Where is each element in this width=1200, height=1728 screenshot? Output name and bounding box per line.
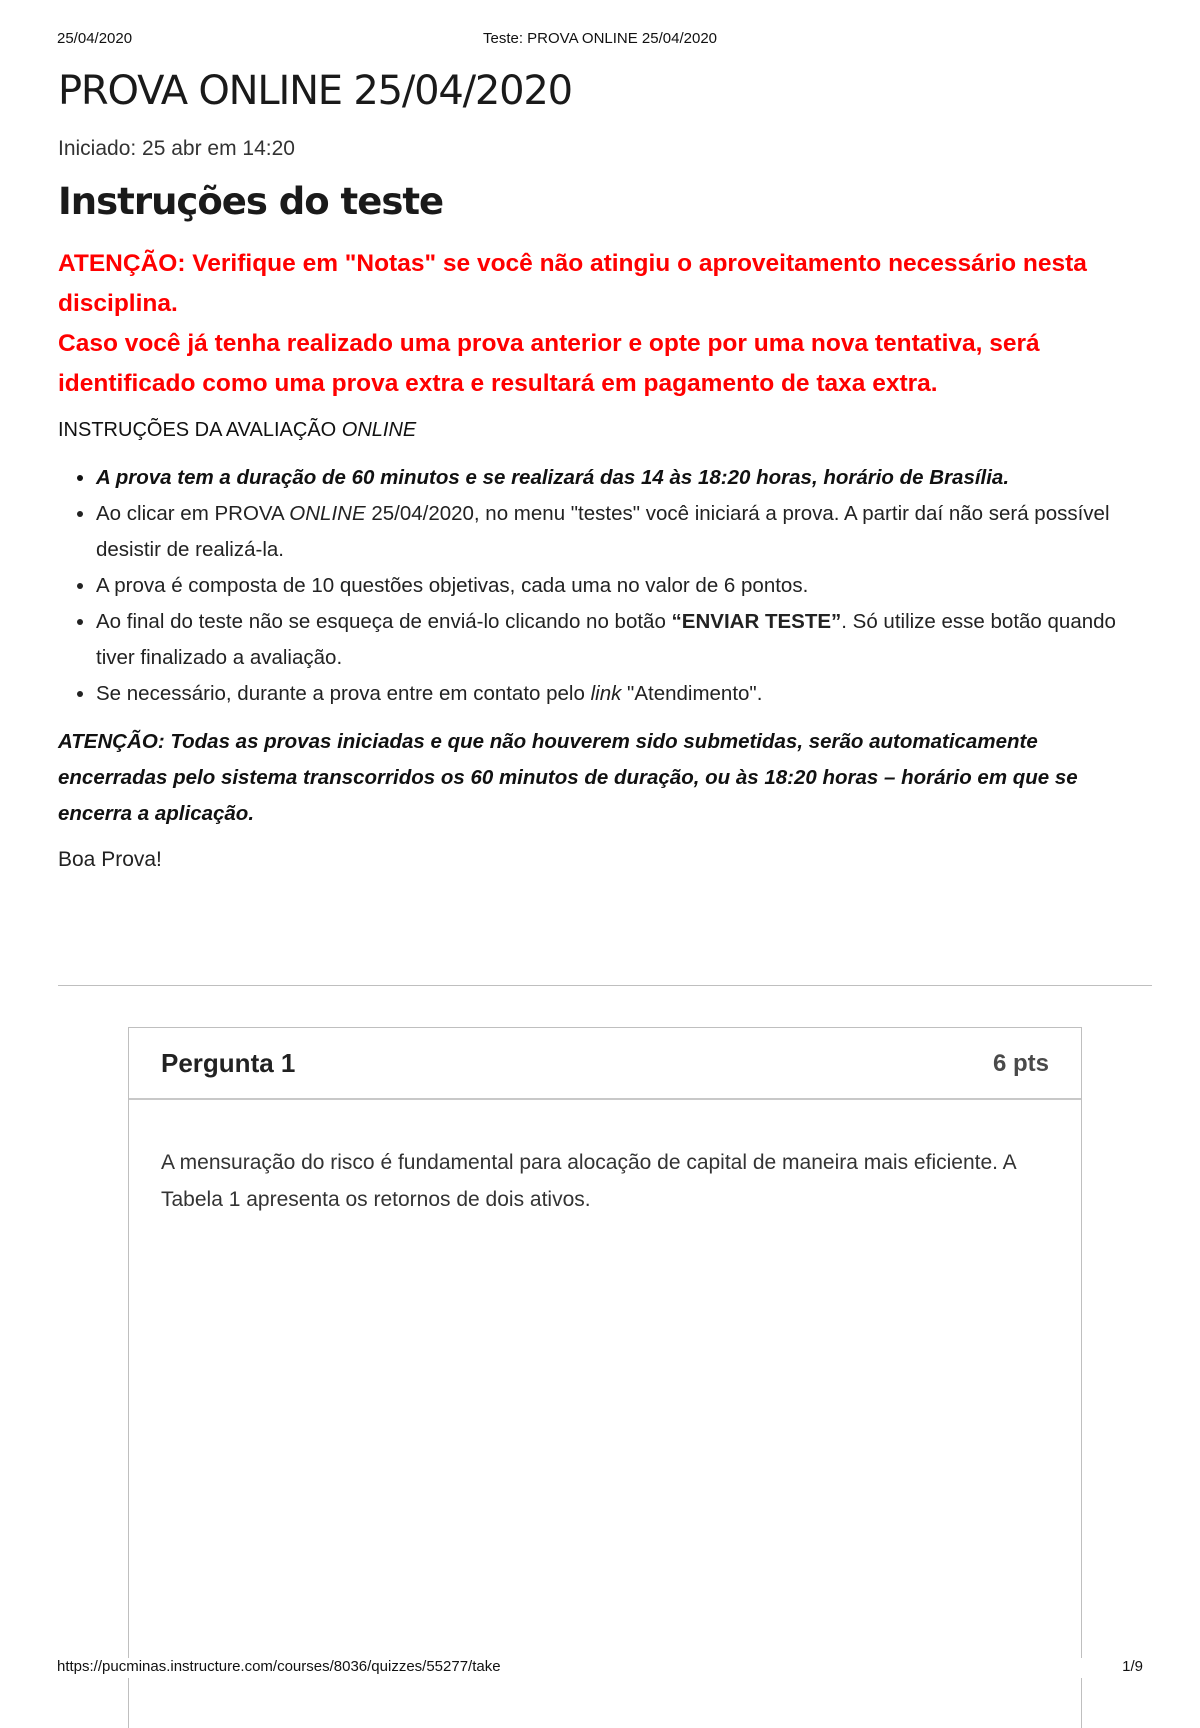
list-item-text: 25/04/2020, no menu "testes" você iniciará a prova. A partir daí não será possível desistir de realizá-la.: [96, 502, 1110, 561]
instructions-list: [58, 460, 1152, 712]
print-page-title: Teste: PROVA ONLINE 25/04/2020: [482, 30, 718, 47]
list-item: • A prova é composta de 10 questões objetivas, cada uma no valor de 6 pontos.: [96, 568, 1152, 604]
question-title: Pergunta 1: [161, 1048, 296, 1078]
list-item-text: . Só utilize esse botão quando tiver finalizado a avaliação.: [96, 610, 1116, 669]
instructions-subheading-italic: ONLINE: [341, 419, 417, 441]
quiz-title: PROVA ONLINE 25/04/2020: [58, 68, 572, 114]
question-card: [128, 1027, 1082, 1728]
list-item-bold: “ENVIAR TESTE”: [671, 610, 842, 633]
list-item-text: Ao clicar em PROVA: [96, 502, 290, 525]
question-points: 6 pts: [992, 1050, 1049, 1077]
list-item: [96, 676, 1152, 712]
list-item-text: Se necessário, durante a prova entre em contato pelo: [96, 682, 591, 705]
print-footer: [57, 1658, 1143, 1678]
submission-warning: ATENÇÃO: Todas as provas iniciadas e que não houverem sido submetidas, serão automaticamente encerradas pelo sistema transcorridos os 60 minutos de duração, ou às 18:20 horas – horário em que se encerra a aplicação.: [58, 730, 1078, 825]
list-item-italic: link: [590, 682, 622, 705]
grade-warning-line-2: Caso você já tenha realizado uma prova anterior e opte por uma nova tentativa, será identificado como uma prova extra e resultará em pagamento de taxa extra.: [58, 330, 1040, 397]
instructions-subheading: [58, 416, 1152, 444]
print-date: 25/04/2020: [57, 30, 133, 47]
list-item: • A prova tem a duração de 60 minutos e se realizará das 14 às 18:20 horas, horário de Brasília.: [96, 460, 1152, 496]
list-item-text: Ao final do teste não se esqueça de enviá-lo clicando no botão: [96, 610, 672, 633]
grade-warning-line-1: ATENÇÃO: Verifique em "Notas" se você não atingiu o aproveitamento necessário nesta disciplina.: [58, 250, 1087, 317]
question-text: A mensuração do risco é fundamental para alocação de capital de maneira mais eficiente. A Tabela 1 apresenta os retornos de dois ativos.: [161, 1151, 1016, 1211]
page-number: 1/9: [1122, 1658, 1143, 1675]
print-header: [57, 30, 1143, 50]
question-header: [129, 1028, 1081, 1100]
list-item: [96, 496, 1152, 568]
list-item-italic: ONLINE: [289, 502, 366, 525]
section-divider: [58, 985, 1152, 986]
page-url: https://pucminas.instructure.com/courses/8036/quizzes/55277/take: [57, 1658, 501, 1675]
good-luck-text: Boa Prova!: [58, 848, 162, 871]
grade-warning: [58, 244, 1152, 404]
instructions-subheading-text: INSTRUÇÕES DA AVALIAÇÃO: [58, 419, 342, 441]
list-item-text: "Atendimento".: [621, 682, 763, 705]
instructions-heading: Instruções do teste: [58, 180, 444, 223]
quiz-content: [58, 66, 1152, 874]
list-item: [96, 604, 1152, 676]
started-time: Iniciado: 25 abr em 14:20: [58, 137, 295, 160]
